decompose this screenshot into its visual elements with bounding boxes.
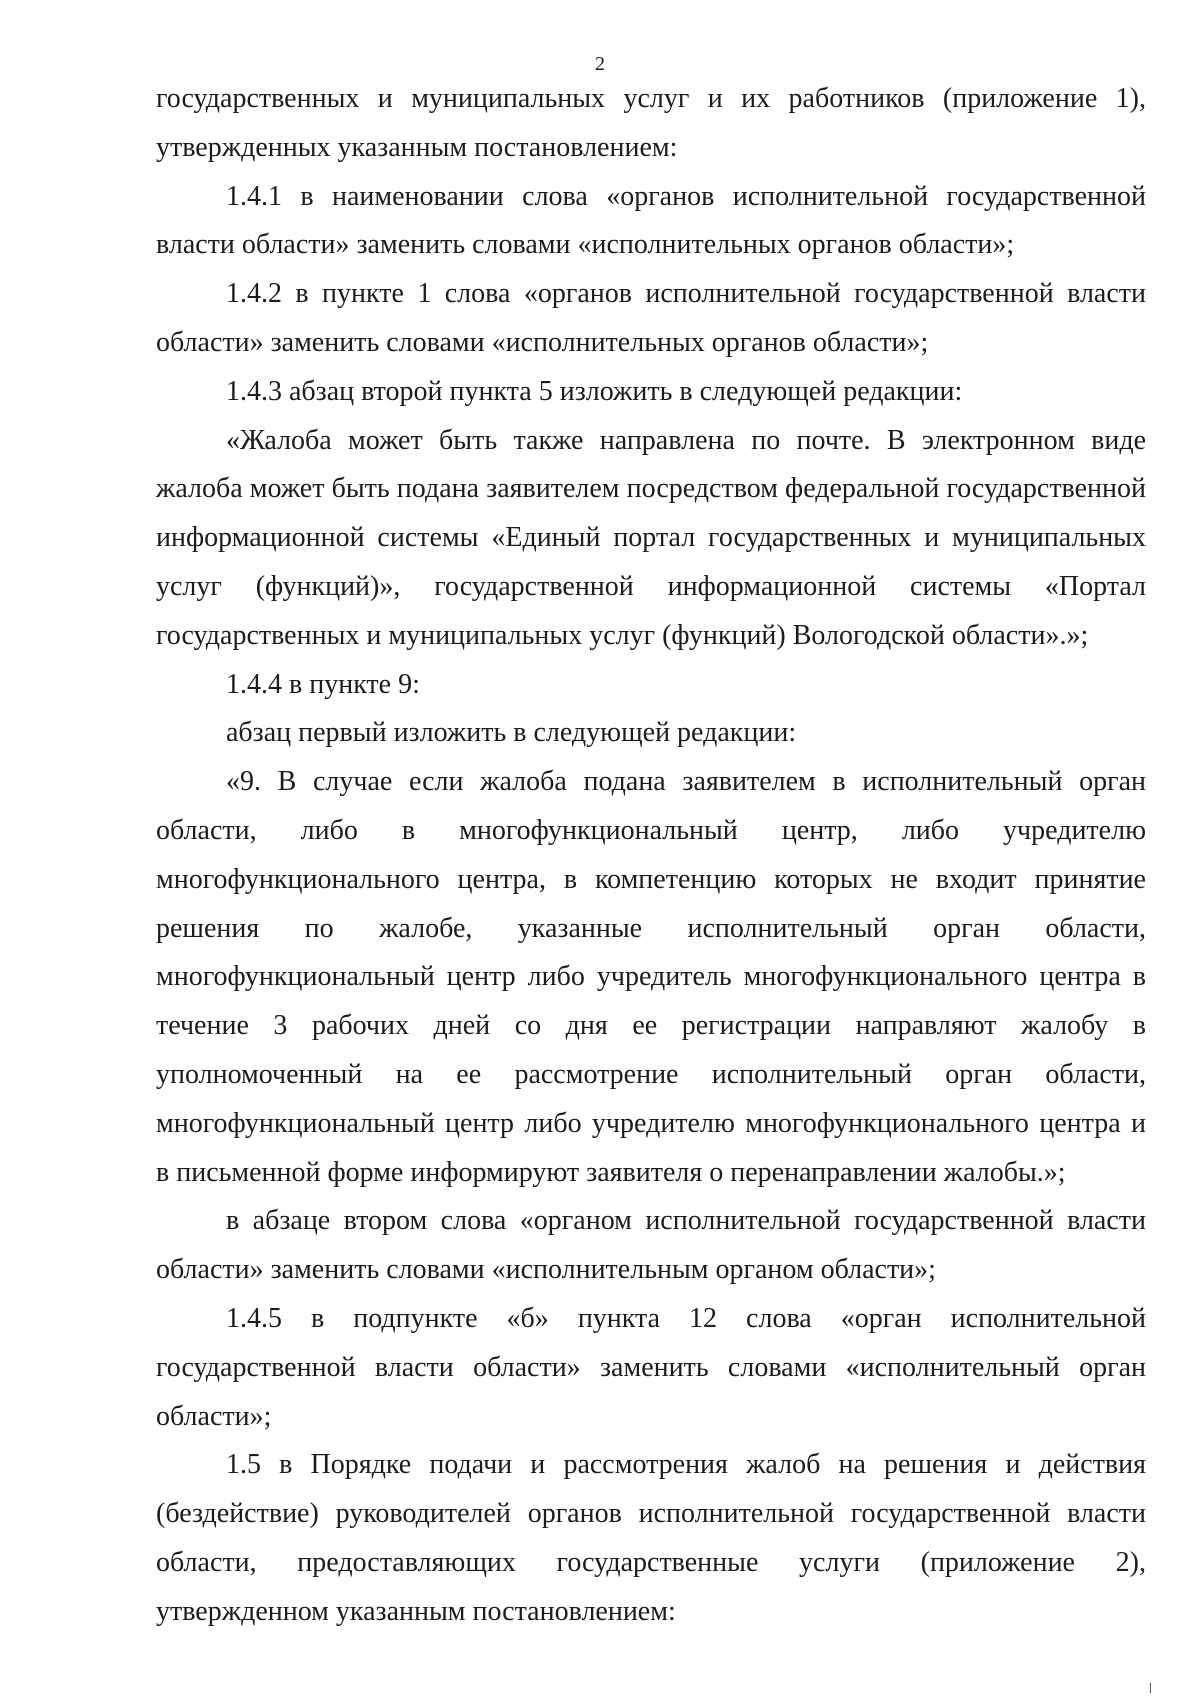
paragraph-first-abzac: абзац первый изложить в следующей редакции: xyxy=(226,717,797,749)
paragraph-1-4-1: 1.4.1 в наименовании слова «органов исполнительной государственной власти области» заменить словами «исполнительных органов области»; xyxy=(156,180,1146,261)
paragraph-second-abzac: в абзаце втором слова «органом исполнительной государственной власти области» заменить словами «исполнительным органом области»; xyxy=(156,1205,1146,1286)
paragraph-1-4-4: 1.4.4 в пункте 9: xyxy=(226,668,420,700)
page-number: 2 xyxy=(595,53,605,75)
paragraph-quote-complaint: «Жалоба может быть также направлена по почте. В электронном виде жалоба может быть подана заявителем посредством федеральной государственной информационной системы «Единый портал государственных и муниципальных услуг (функций)», государственной информационной системы «Портал государственных и муниципальных услуг (функций) Вологодской области».»; xyxy=(156,424,1146,651)
paragraph-1-4-3: 1.4.3 абзац второй пункта 5 изложить в следующей редакции: xyxy=(226,375,963,407)
paragraph-1-4-5: 1.4.5 в подпункте «б» пункта 12 слова «орган исполнительной государственной власти области» заменить словами «исполнительный орган области»; xyxy=(156,1302,1146,1432)
document-body xyxy=(156,75,1146,1637)
paragraph-quote-9: «9. В случае если жалоба подана заявителем в исполнительный орган области, либо в многофункциональный центр, либо учредителю многофункционального центра, в компетенцию которых не входит принятие решения по жалобе, указанные исполнительный орган области, многофункциональный центр либо учредитель многофункционального центра в течение 3 рабочих дней со дня ее регистрации направляют жалобу в уполномоченный на ее рассмотрение исполнительный орган области, многофункциональный центр либо учредителю многофункционального центра и в письменной форме информируют заявителя о перенаправлении жалобы.»; xyxy=(156,766,1146,1188)
paragraph-continuation: государственных и муниципальных услуг и их работников (приложение 1), утвержденных указанным постановлением: xyxy=(156,83,1146,163)
scan-margin-mark xyxy=(1150,1683,1151,1693)
paragraph-1-4-2: 1.4.2 в пункте 1 слова «органов исполнительной государственной власти области» заменить словами «исполнительных органов области»; xyxy=(156,278,1146,358)
paragraph-1-5: 1.5 в Порядке подачи и рассмотрения жалоб на решения и действия (бездействие) руководителей органов исполнительной государственной власти области, предоставляющих государственные услуги (приложение 2), утвержденном указанным постановлением: xyxy=(156,1449,1146,1627)
